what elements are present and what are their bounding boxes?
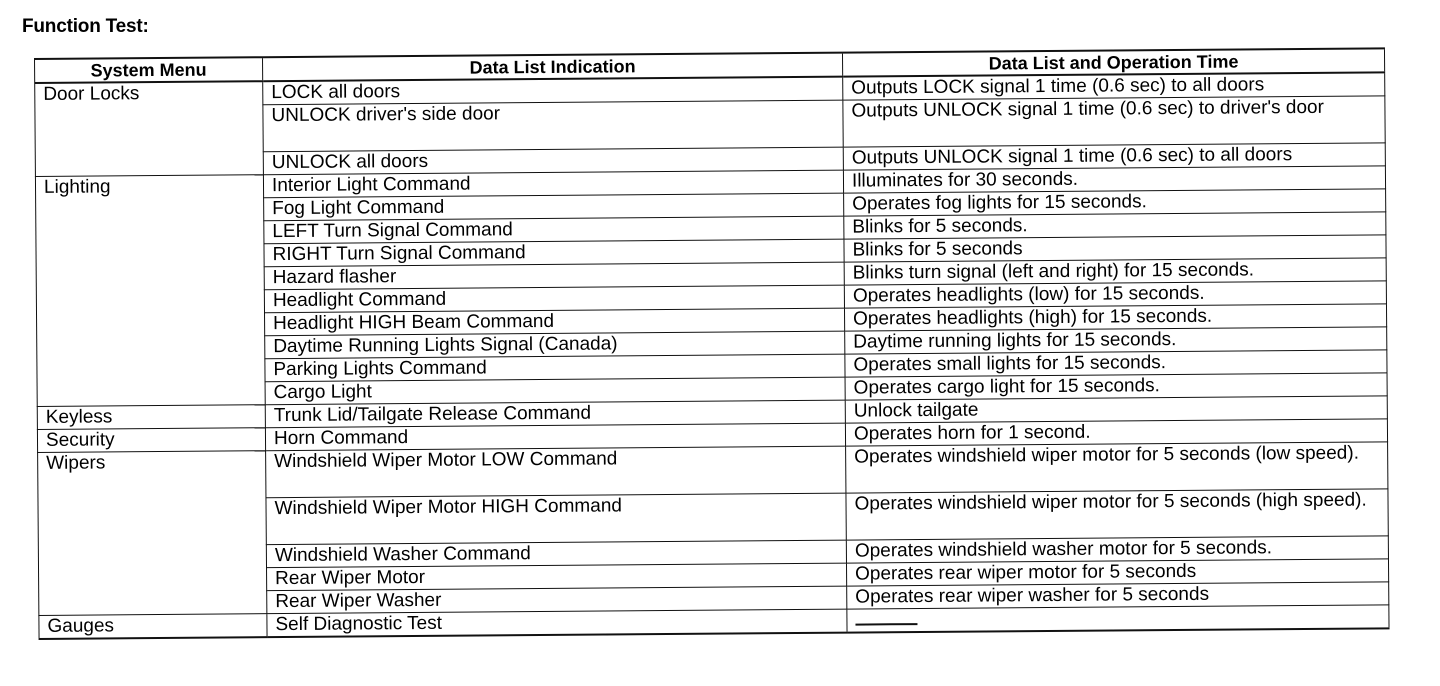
system-cell: Wipers	[38, 451, 267, 616]
function-test-sheet	[34, 47, 1389, 640]
indication-cell: Headlight HIGH Beam Command	[265, 308, 845, 336]
indication-cell: Windshield Washer Command	[266, 540, 846, 568]
operation-cell-empty	[847, 605, 1389, 633]
operation-cell: Outputs UNLOCK signal 1 time (0.6 sec) to driver's door	[843, 96, 1385, 147]
indication-cell: Interior Light Command	[263, 170, 843, 198]
operation-cell: Illuminates for 30 seconds.	[843, 166, 1385, 193]
operation-cell: Operates cargo light for 15 seconds.	[845, 373, 1387, 400]
indication-cell: Rear Wiper Motor	[267, 563, 847, 591]
indication-cell: Hazard flasher	[264, 262, 844, 290]
indication-cell: Windshield Wiper Motor LOW Command	[266, 446, 846, 498]
system-cell: Keyless	[37, 405, 265, 430]
header-indication: Data List Indication	[263, 53, 843, 82]
indication-cell: LEFT Turn Signal Command	[264, 216, 844, 244]
function-test-table	[34, 47, 1390, 640]
header-system-menu: System Menu	[35, 57, 263, 83]
indication-cell: Rear Wiper Washer	[267, 586, 847, 614]
operation-cell: Operates rear wiper motor for 5 seconds	[846, 559, 1388, 586]
empty-dash	[855, 623, 917, 625]
indication-cell: Daytime Running Lights Signal (Canada)	[265, 331, 845, 359]
indication-cell: UNLOCK driver's side door	[263, 100, 843, 152]
operation-cell: Operates windshield washer motor for 5 seconds.	[846, 536, 1388, 563]
system-cell: Security	[37, 428, 265, 453]
indication-cell: Parking Lights Command	[265, 354, 845, 382]
page-title: Function Test:	[22, 16, 149, 37]
operation-cell: Unlock tailgate	[845, 396, 1387, 423]
system-cell: Lighting	[35, 175, 265, 407]
indication-cell: Headlight Command	[264, 285, 844, 313]
operation-cell: Blinks for 5 seconds.	[844, 212, 1386, 239]
operation-cell: Outputs UNLOCK signal 1 time (0.6 sec) to all doors	[843, 143, 1385, 170]
operation-cell: Blinks for 5 seconds	[844, 235, 1386, 262]
operation-cell: Operates windshield wiper motor for 5 seconds (high speed).	[846, 489, 1388, 540]
operation-cell: Operates horn for 1 second.	[845, 419, 1387, 446]
indication-cell: Trunk Lid/Tailgate Release Command	[265, 400, 845, 428]
operation-cell: Blinks turn signal (left and right) for 15 seconds.	[844, 258, 1386, 285]
operation-cell: Outputs LOCK signal 1 time (0.6 sec) to all doors	[843, 72, 1385, 100]
operation-cell: Operates headlights (low) for 15 seconds.	[844, 281, 1386, 308]
operation-cell: Operates headlights (high) for 15 seconds.	[844, 304, 1386, 331]
indication-cell: Windshield Wiper Motor HIGH Command	[266, 493, 846, 545]
header-operation: Data List and Operation Time	[842, 48, 1384, 76]
operation-cell: Operates rear wiper washer for 5 seconds	[847, 582, 1389, 609]
indication-cell: Fog Light Command	[264, 193, 844, 221]
operation-cell: Daytime running lights for 15 seconds.	[845, 327, 1387, 354]
indication-cell: UNLOCK all doors	[263, 147, 843, 175]
system-cell: Gauges	[39, 614, 267, 639]
operation-cell: Operates windshield wiper motor for 5 seconds (low speed).	[846, 442, 1388, 493]
indication-cell: Cargo Light	[265, 377, 845, 405]
system-cell: Door Locks	[35, 81, 264, 176]
operation-cell: Operates small lights for 15 seconds.	[845, 350, 1387, 377]
indication-cell: Horn Command	[265, 423, 845, 451]
indication-cell: Self Diagnostic Test	[267, 609, 847, 637]
indication-cell: RIGHT Turn Signal Command	[264, 239, 844, 267]
operation-cell: Operates fog lights for 15 seconds.	[844, 189, 1386, 216]
indication-cell: LOCK all doors	[263, 77, 843, 105]
